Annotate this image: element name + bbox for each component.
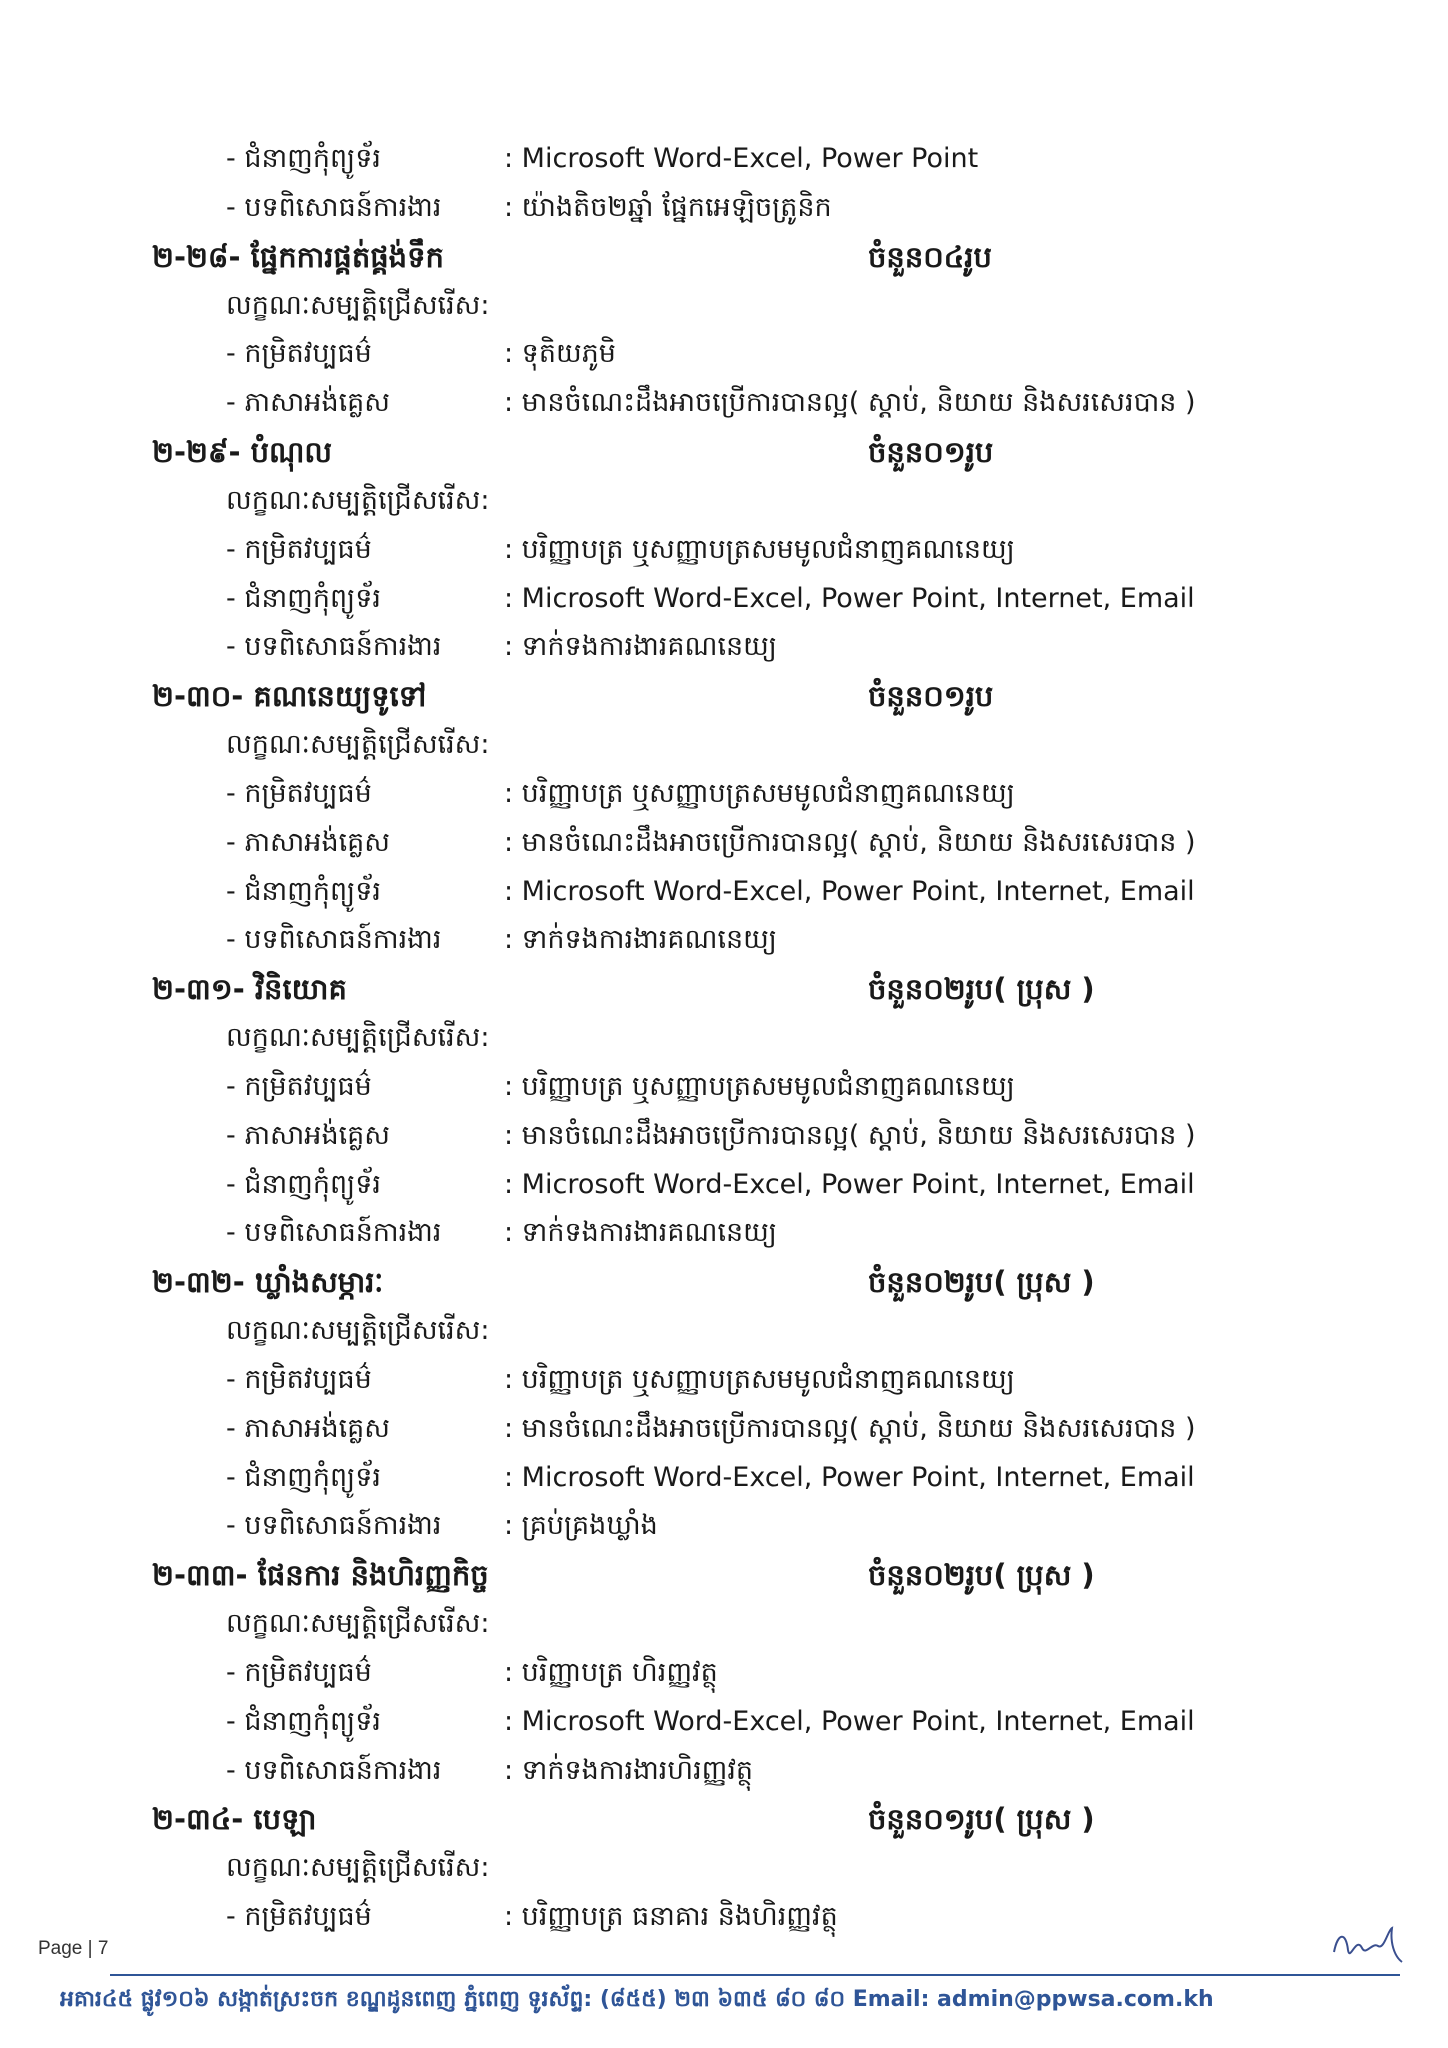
requirement-label: - កម្រិតវប្បធម៌: [226, 1071, 372, 1102]
requirement-label: - កម្រិតវប្បធម៌: [226, 1657, 372, 1688]
requirement-row: [0, 1653, 1448, 1693]
requirement-row: [0, 1116, 1448, 1156]
requirement-label: - កម្រិតវប្បធម៌: [226, 1901, 372, 1932]
requirement-label: - បទពិសោធន៍ការងារ: [226, 631, 442, 662]
footer-address: អគារ៤៥ ផ្លូវ១០៦ សង្កាត់ស្រះចក ខណ្ឌដូនពេញ ភ្នំពេញ ទូរស័ព្ទ: (៨៥៥) ២៣ ៦៣៥ ៨០ ៨០ Email: admin@ppwsa.com.kh: [60, 1987, 1214, 2012]
requirement-label: - បទពិសោធន៍ការងារ: [226, 1510, 442, 1541]
qualification-label: លក្ខណៈសម្បត្តិជ្រើសរើស:: [226, 729, 490, 760]
requirement-label: - ភាសាអង់គ្លេស: [226, 827, 391, 858]
requirement-label: - កម្រិតវប្បធម៌: [226, 778, 372, 809]
qualification-label: លក្ខណៈសម្បត្តិជ្រើសរើស:: [226, 290, 490, 321]
requirement-row: [0, 1458, 1448, 1498]
requirement-value: : Microsoft Word-Excel, Power Point, Internet, Email: [504, 1706, 1195, 1737]
qualification-heading: [0, 1604, 1448, 1644]
requirement-row: [0, 1213, 1448, 1253]
position-count: ចំនួន០២រូប( ប្រុស ): [868, 1265, 1095, 1299]
qualification-heading: [0, 1311, 1448, 1351]
requirement-row: [0, 1702, 1448, 1742]
requirement-row: [0, 1751, 1448, 1791]
requirement-row: [0, 872, 1448, 912]
position-count: ចំនួន០២រូប( ប្រុស ): [868, 1558, 1095, 1592]
requirement-label: - ភាសាអង់គ្លេស: [226, 1413, 391, 1444]
requirement-value: : ទាក់ទងការងារគណនេយ្យ: [504, 1217, 777, 1248]
requirement-value: : បរិញ្ញាបត្រ ឬសញ្ញាបត្រសមមូលជំនាញគណនេយ្យ: [504, 778, 1015, 809]
requirement-value: : Microsoft Word-Excel, Power Point, Internet, Email: [504, 876, 1195, 907]
position-heading: [0, 237, 1448, 277]
requirement-value: : បរិញ្ញាបត្រ ហិរញ្ញវត្ថុ: [504, 1657, 718, 1688]
requirement-value: : បរិញ្ញាបត្រ ឬសញ្ញាបត្រសមមូលជំនាញគណនេយ្យ: [504, 1071, 1015, 1102]
qualification-label: លក្ខណៈសម្បត្តិជ្រើសរើស:: [226, 485, 490, 516]
requirement-value: : Microsoft Word-Excel, Power Point, Internet, Email: [504, 583, 1195, 614]
requirement-label: - បទពិសោធន៍ការងារ: [226, 1217, 442, 1248]
position-heading: [0, 1799, 1448, 1839]
qualification-label: លក្ខណៈសម្បត្តិជ្រើសរើស:: [226, 1022, 490, 1053]
requirement-value: : មានចំណេះដឹងអាចប្រើការបានល្អ( ស្តាប់, និយាយ និងសរសេរបាន ): [504, 827, 1196, 858]
position-heading: [0, 676, 1448, 716]
position-count: ចំនួន០៤រូប: [868, 240, 992, 274]
requirement-value: : បរិញ្ញាបត្រ ធនាគារ និងហិរញ្ញវត្ថុ: [504, 1901, 838, 1932]
position-count: ចំនួន០១រូប: [868, 679, 994, 713]
requirement-value: : បរិញ្ញាបត្រ ឬសញ្ញាបត្រសមមូលជំនាញគណនេយ្យ: [504, 534, 1015, 565]
signature-mark: [1328, 1922, 1408, 1972]
requirement-value: : Microsoft Word-Excel, Power Point, Internet, Email: [504, 1462, 1195, 1493]
position-title: ២-៣១- វិនិយោគ: [152, 972, 347, 1006]
requirement-value: : ទាក់ទងការងារគណនេយ្យ: [504, 631, 777, 662]
qualification-label: លក្ខណៈសម្បត្តិជ្រើសរើស:: [226, 1608, 490, 1639]
page-number: Page | 7: [38, 1938, 109, 1959]
position-count: ចំនួន០២រូប( ប្រុស ): [868, 972, 1095, 1006]
qualification-heading: [0, 286, 1448, 326]
requirement-row: [0, 1506, 1448, 1546]
requirement-row: [0, 1165, 1448, 1205]
requirement-value: : Microsoft Word-Excel, Power Point: [504, 143, 979, 174]
requirement-label: - ជំនាញកុំព្យូទ័រ: [226, 1706, 381, 1737]
requirement-row: [0, 774, 1448, 814]
position-heading: [0, 1555, 1448, 1595]
requirement-value: : មានចំណេះដឹងអាចប្រើការបានល្អ( ស្តាប់, និយាយ និងសរសេរបាន ): [504, 1413, 1196, 1444]
requirement-row: [0, 579, 1448, 619]
requirement-row: [0, 823, 1448, 863]
requirement-value: : ទុតិយភូមិ: [504, 338, 616, 369]
qualification-label: លក្ខណៈសម្បត្តិជ្រើសរើស:: [226, 1852, 490, 1883]
requirement-label: - ជំនាញកុំព្យូទ័រ: [226, 143, 381, 174]
requirement-value: : Microsoft Word-Excel, Power Point, Internet, Email: [504, 1169, 1195, 1200]
requirement-label: - កម្រិតវប្បធម៌: [226, 534, 372, 565]
requirement-label: - បទពិសោធន៍ការងារ: [226, 1755, 442, 1786]
requirement-row: [0, 1897, 1448, 1937]
position-count: ចំនួន០១រូប( ប្រុស ): [868, 1802, 1095, 1836]
position-count: ចំនួន០១រូប: [868, 435, 994, 469]
position-heading: [0, 1262, 1448, 1302]
requirement-label: - ជំនាញកុំព្យូទ័រ: [226, 583, 381, 614]
requirement-label: - បទពិសោធន៍ការងារ: [226, 924, 442, 955]
qualification-heading: [0, 1848, 1448, 1888]
position-title: ២-២៩- បំណុល: [152, 435, 333, 469]
requirement-label: - ភាសាអង់គ្លេស: [226, 1120, 391, 1151]
requirement-value: : មានចំណេះដឹងអាចប្រើការបានល្អ( ស្តាប់, និយាយ និងសរសេរបាន ): [504, 387, 1196, 418]
qualification-label: លក្ខណៈសម្បត្តិជ្រើសរើស:: [226, 1315, 490, 1346]
requirement-row: [0, 383, 1448, 423]
requirement-label: - ជំនាញកុំព្យូទ័រ: [226, 1169, 381, 1200]
requirement-value: : ទាក់ទងការងារហិរញ្ញវត្ថុ: [504, 1755, 754, 1786]
qualification-heading: [0, 1018, 1448, 1058]
requirement-value: : យ៉ាងតិច២ឆ្នាំ ផ្នែកអេឡិចត្រូនិក: [504, 192, 832, 223]
position-title: ២-៣៤- បេឡា: [152, 1802, 317, 1836]
position-title: ២-៣២- ឃ្លាំងសម្ភារៈ: [152, 1265, 384, 1299]
position-title: ២-៣០- គណនេយ្យទូទៅ: [152, 679, 427, 713]
position-heading: [0, 969, 1448, 1009]
requirement-label: - ជំនាញកុំព្យូទ័រ: [226, 876, 381, 907]
requirement-label: - កម្រិតវប្បធម៌: [226, 338, 372, 369]
position-title: ២-២៨- ផ្នែកការផ្គត់ផ្គង់ទឹក: [152, 240, 444, 274]
requirement-label: - កម្រិតវប្បធម៌: [226, 1364, 372, 1395]
requirement-row: [0, 139, 1448, 179]
requirement-value: : មានចំណេះដឹងអាចប្រើការបានល្អ( ស្តាប់, និយាយ និងសរសេរបាន ): [504, 1120, 1196, 1151]
footer-divider: [110, 1974, 1400, 1976]
requirement-row: [0, 1409, 1448, 1449]
requirement-row: [0, 188, 1448, 228]
requirement-label: - បទពិសោធន៍ការងារ: [226, 192, 442, 223]
requirement-row: [0, 920, 1448, 960]
requirement-label: - ភាសាអង់គ្លេស: [226, 387, 391, 418]
requirement-row: [0, 627, 1448, 667]
requirement-row: [0, 1360, 1448, 1400]
requirement-value: : ទាក់ទងការងារគណនេយ្យ: [504, 924, 777, 955]
qualification-heading: [0, 725, 1448, 765]
requirement-value: : គ្រប់គ្រងឃ្លាំង: [504, 1510, 658, 1541]
requirement-row: [0, 1067, 1448, 1107]
requirement-row: [0, 334, 1448, 374]
position-heading: [0, 432, 1448, 472]
position-title: ២-៣៣- ផែនការ និងហិរញ្ញកិច្ច: [152, 1558, 489, 1592]
requirement-value: : បរិញ្ញាបត្រ ឬសញ្ញាបត្រសមមូលជំនាញគណនេយ្យ: [504, 1364, 1015, 1395]
qualification-heading: [0, 481, 1448, 521]
requirement-row: [0, 530, 1448, 570]
requirement-label: - ជំនាញកុំព្យូទ័រ: [226, 1462, 381, 1493]
